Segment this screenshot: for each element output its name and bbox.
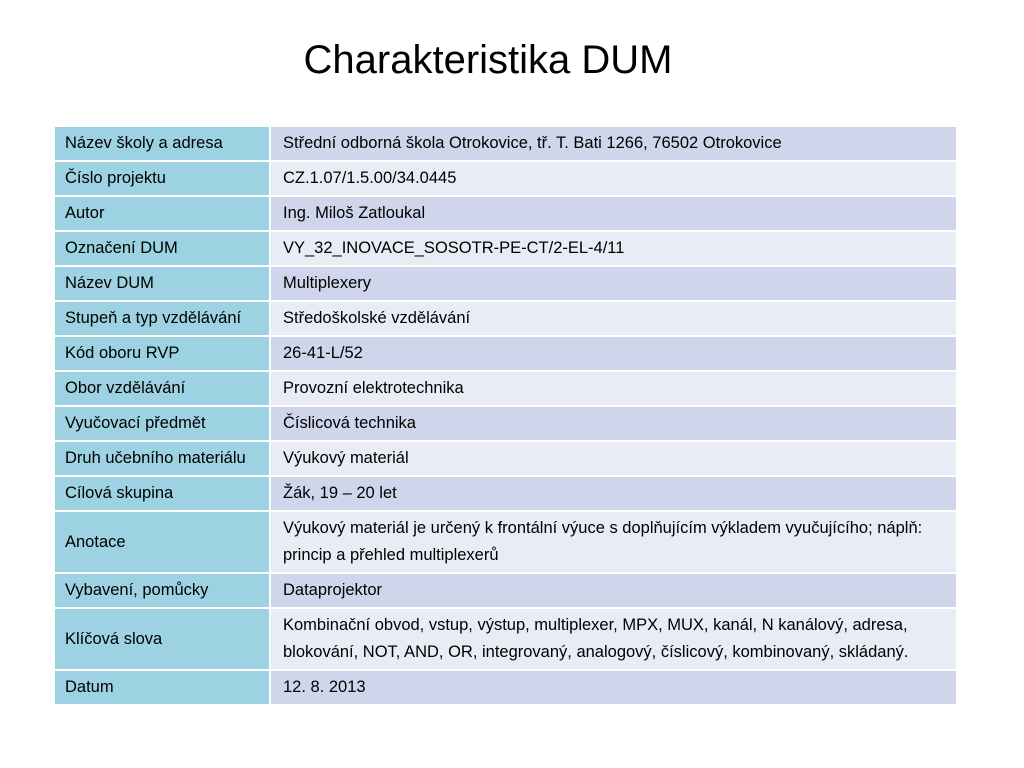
row-label: Označení DUM	[54, 231, 270, 266]
row-label: Obor vzdělávání	[54, 371, 270, 406]
row-value: Multiplexery	[270, 266, 957, 301]
info-table	[53, 125, 958, 706]
table-row	[54, 476, 957, 511]
row-label: Název DUM	[54, 266, 270, 301]
row-value: Středoškolské vzdělávání	[270, 301, 957, 336]
table-row	[54, 231, 957, 266]
table-row	[54, 336, 957, 371]
row-value: 12. 8. 2013	[270, 670, 957, 705]
row-label: Datum	[54, 670, 270, 705]
table-row	[54, 196, 957, 231]
row-value: Žák, 19 – 20 let	[270, 476, 957, 511]
table-row	[54, 301, 957, 336]
table-row	[54, 670, 957, 705]
table-row	[54, 371, 957, 406]
table-row	[54, 161, 957, 196]
row-label: Anotace	[54, 511, 270, 573]
row-value: Střední odborná škola Otrokovice, tř. T. Bati 1266, 76502 Otrokovice	[270, 126, 957, 161]
row-value: CZ.1.07/1.5.00/34.0445	[270, 161, 957, 196]
row-value: Ing. Miloš Zatloukal	[270, 196, 957, 231]
row-value: Dataprojektor	[270, 573, 957, 608]
row-label: Autor	[54, 196, 270, 231]
table-row	[54, 406, 957, 441]
row-label: Stupeň a typ vzdělávání	[54, 301, 270, 336]
table-row	[54, 441, 957, 476]
row-label: Vyučovací předmět	[54, 406, 270, 441]
row-label: Vybavení, pomůcky	[54, 573, 270, 608]
row-label: Druh učebního materiálu	[54, 441, 270, 476]
row-value: Výukový materiál	[270, 441, 957, 476]
table-row	[54, 608, 957, 670]
slide-title: Charakteristika DUM	[303, 38, 673, 82]
row-value: Provozní elektrotechnika	[270, 371, 957, 406]
row-value: Výukový materiál je určený k frontální výuce s doplňujícím výkladem vyučujícího; náplň: princip a přehled multiplexerů	[270, 511, 957, 573]
row-label: Kód oboru RVP	[54, 336, 270, 371]
row-value: Číslicová technika	[270, 406, 957, 441]
row-value: 26-41-L/52	[270, 336, 957, 371]
row-label: Cílová skupina	[54, 476, 270, 511]
table-row	[54, 266, 957, 301]
row-label: Číslo projektu	[54, 161, 270, 196]
row-value: VY_32_INOVACE_SOSOTR-PE-CT/2-EL-4/11	[270, 231, 957, 266]
table-row	[54, 511, 957, 573]
table-row	[54, 573, 957, 608]
row-label: Název školy a adresa	[54, 126, 270, 161]
table-row	[54, 126, 957, 161]
row-value: Kombinační obvod, vstup, výstup, multiplexer, MPX, MUX, kanál, N kanálový, adresa, blokování, NOT, AND, OR, integrovaný, analogový, číslicový, kombinovaný, skládaný.	[270, 608, 957, 670]
row-label: Klíčová slova	[54, 608, 270, 670]
